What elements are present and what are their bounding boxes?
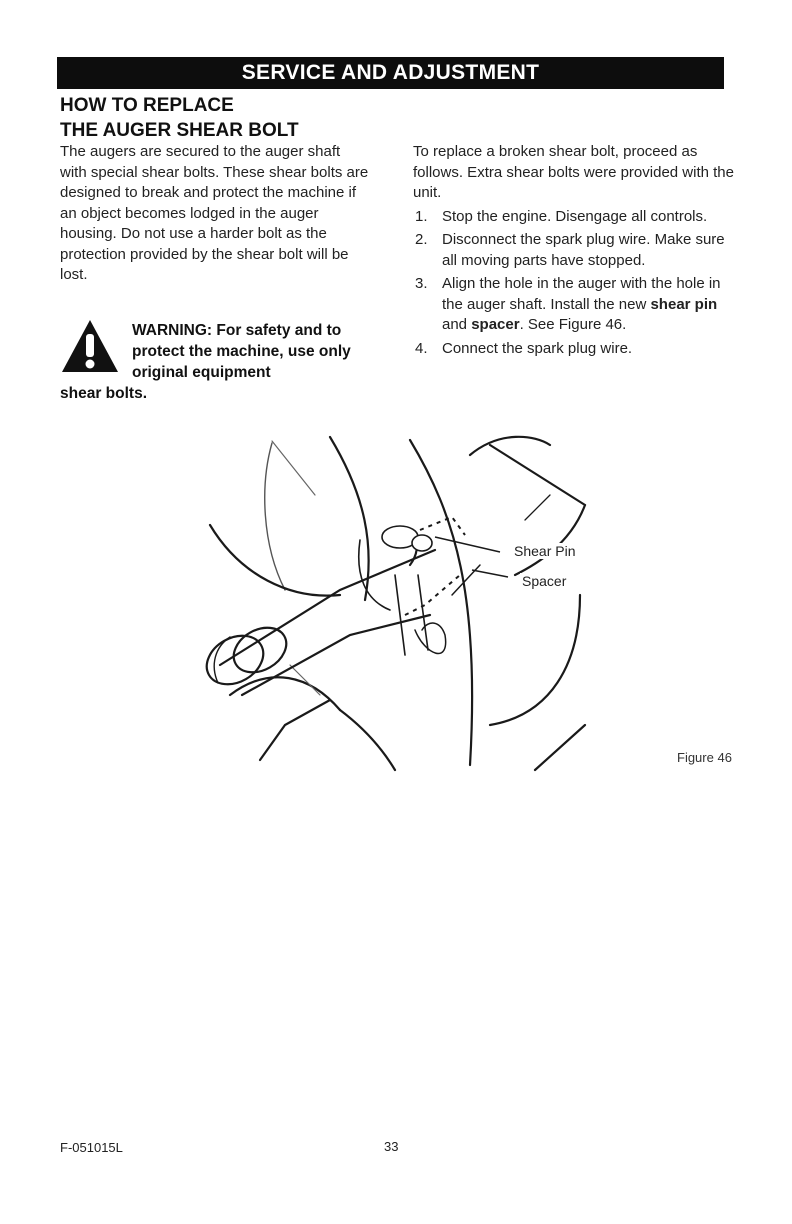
warning-text-tail: shear bolts. xyxy=(60,385,147,402)
procedure-intro: To replace a broken shear bolt, proceed as follows. Extra shear bolts were provided with the unit. xyxy=(413,143,734,201)
section-title xyxy=(60,93,380,143)
step-number: 4. xyxy=(415,339,428,357)
step-item xyxy=(413,207,743,228)
warning-text: WARNING: For safety and to protect the machine, use only original equipment xyxy=(132,322,351,381)
step-text: Align the hole in the auger with the hole in the auger shaft. Install the new shear pin and spacer. See Figure 46. xyxy=(442,275,721,333)
shear-pin-term: shear pin xyxy=(650,295,718,313)
procedure-column xyxy=(413,142,743,362)
section-banner: SERVICE AND ADJUSTMENT xyxy=(57,57,724,89)
step-item xyxy=(413,339,743,360)
step-number: 3. xyxy=(415,275,428,292)
step-text: Connect the spark plug wire. xyxy=(442,339,633,357)
intro-paragraph: The augers are secured to the auger shaft with special shear bolts. These shear bolts are designed to break and protect the machine if an object becomes lodged in the auger housing. Do not use a harder bolt as the protection provided by the shear bolt will be lost. xyxy=(60,143,369,283)
warning-triangle-icon xyxy=(60,318,120,374)
auger-shear-pin-drawing xyxy=(190,425,610,775)
title-line-1: HOW TO REPLACE xyxy=(60,95,234,116)
spacer-label: Spacer xyxy=(522,573,567,589)
step-text: Disconnect the spark plug wire. Make sure all moving parts have stopped. xyxy=(442,231,725,269)
step-number: 1. xyxy=(415,207,428,225)
procedure-steps xyxy=(413,207,743,360)
step-number: 2. xyxy=(415,231,428,248)
document-code: F-051015L xyxy=(60,1140,123,1155)
figure-caption: Figure 46 xyxy=(677,750,732,765)
step-item xyxy=(413,230,743,271)
title-line-2: THE AUGER SHEAR BOLT xyxy=(60,120,299,141)
step-text: Stop the engine. Disengage all controls. xyxy=(442,207,708,225)
shear-pin-label: Shear Pin xyxy=(514,543,576,559)
figure-46-illustration xyxy=(190,425,610,775)
step-item xyxy=(413,274,743,336)
page-number: 33 xyxy=(384,1139,399,1154)
spacer-term: spacer xyxy=(471,316,520,333)
